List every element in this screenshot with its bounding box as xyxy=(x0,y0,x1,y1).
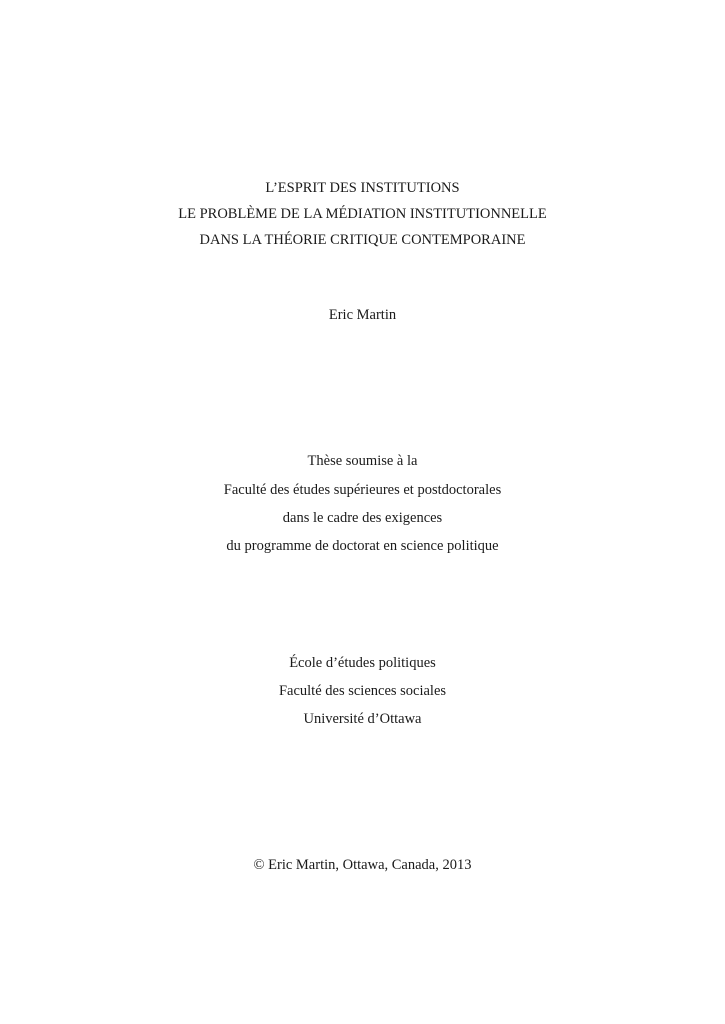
thesis-title-line-1: L’ESPRIT DES INSTITUTIONS xyxy=(265,180,460,196)
thesis-title-line-2: LE PROBLÈME DE LA MÉDIATION INSTITUTIONNELLE xyxy=(178,206,547,222)
institution-university: Université d’Ottawa xyxy=(303,711,422,727)
copyright-notice: © Eric Martin, Ottawa, Canada, 2013 xyxy=(253,857,472,873)
submission-line-3: dans le cadre des exigences xyxy=(282,510,443,526)
author-name: Eric Martin xyxy=(328,307,397,323)
institution-faculty: Faculté des sciences sociales xyxy=(278,683,447,699)
submission-line-2: Faculté des études supérieures et postdoctorales xyxy=(223,482,502,498)
thesis-title-line-3: DANS LA THÉORIE CRITIQUE CONTEMPORAINE xyxy=(199,232,526,248)
submission-line-1: Thèse soumise à la xyxy=(307,453,418,469)
submission-line-4: du programme de doctorat en science politique xyxy=(226,538,499,554)
institution-school: École d’études politiques xyxy=(289,655,436,671)
